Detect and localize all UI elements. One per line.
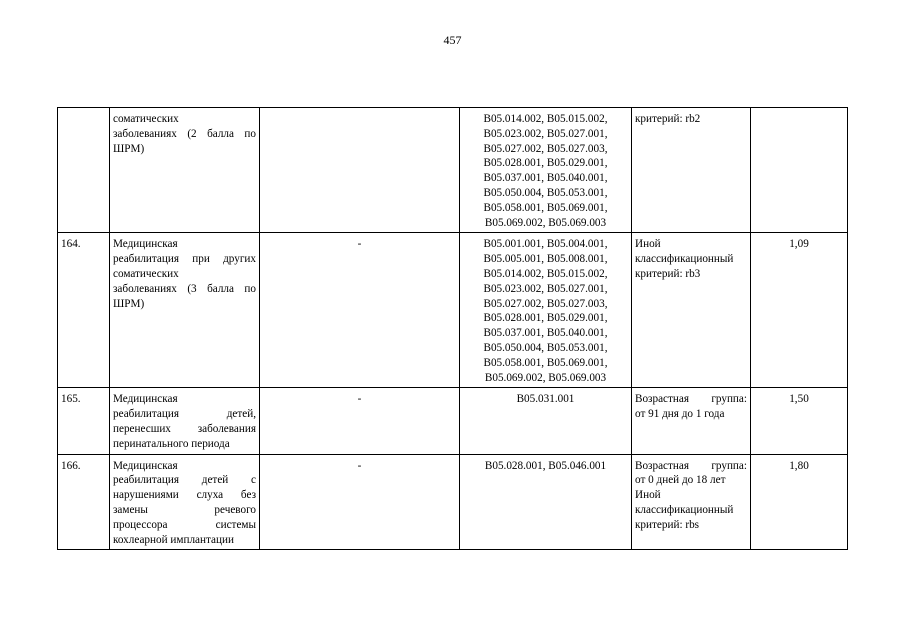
service-codes-line: B05.028.001, B05.029.001, <box>483 157 608 170</box>
tariff-table <box>57 107 848 550</box>
service-name-cell <box>110 388 260 454</box>
criteria-line: Иной <box>635 489 661 502</box>
service-name-line: процессора системы <box>113 518 256 531</box>
service-codes-line: B05.031.001 <box>516 393 575 406</box>
service-codes-line: B05.050.004, B05.053.001, <box>483 186 608 199</box>
service-name-line: нарушениями слуха без <box>113 489 256 502</box>
service-name-line: Медицинская <box>113 459 178 472</box>
service-codes-cell <box>460 454 632 550</box>
service-name-line: Медицинская <box>113 238 178 251</box>
criteria-line: критерий: rb3 <box>635 267 701 280</box>
code1-cell: - <box>260 233 460 388</box>
coefficient-cell: 1,09 <box>751 233 848 388</box>
criteria-line: классификационный <box>635 503 734 516</box>
service-codes-line: B05.028.001, B05.046.001 <box>484 459 607 472</box>
row-number: 164. <box>58 233 110 388</box>
criteria-cell <box>632 388 751 454</box>
service-codes-line: B05.037.001, B05.040.001, <box>483 327 608 340</box>
service-name-line: заболеваниях (2 балла по <box>113 127 256 140</box>
service-name-line: реабилитация детей с <box>113 474 256 487</box>
service-codes-line: B05.058.001, B05.069.001, <box>483 201 608 214</box>
criteria-cell <box>632 233 751 388</box>
page-number: 457 <box>443 33 462 47</box>
service-name-cell <box>110 454 260 550</box>
service-codes-line: B05.005.001, B05.008.001, <box>483 253 608 266</box>
service-codes-line: B05.001.001, B05.004.001, <box>483 238 608 251</box>
service-codes-line: B05.027.002, B05.027.003, <box>483 297 608 310</box>
coefficient-cell: 1,80 <box>751 454 848 550</box>
service-name-cell <box>110 233 260 388</box>
service-name-line: перинатального периода <box>113 437 230 450</box>
service-name-line: замены речевого <box>113 503 256 516</box>
service-codes-line: B05.037.001, B05.040.001, <box>483 172 608 185</box>
service-name-line: кохлеарной имплантации <box>113 533 234 546</box>
code1-cell: - <box>260 388 460 454</box>
criteria-line: критерий: rb2 <box>635 113 701 125</box>
row-number <box>58 108 110 233</box>
service-codes-line: B05.014.002, B05.015.002, <box>483 267 608 280</box>
code1-cell: - <box>260 454 460 550</box>
service-name-line: ШРМ) <box>113 142 145 155</box>
service-codes-line: B05.028.001, B05.029.001, <box>483 312 608 325</box>
criteria-line: Иной <box>635 238 661 251</box>
service-name-line: перенесших заболевания <box>113 422 256 435</box>
service-codes-line: B05.050.004, B05.053.001, <box>483 341 608 354</box>
service-name-line: реабилитация детей, <box>113 408 256 421</box>
table-row <box>58 108 848 233</box>
service-name-cell <box>110 108 260 233</box>
criteria-line: Возрастная группа: <box>635 393 747 406</box>
service-codes-line: B05.014.002, B05.015.002, <box>483 113 608 125</box>
row-number: 166. <box>58 454 110 550</box>
service-codes-line: B05.023.002, B05.027.001, <box>483 282 608 295</box>
service-codes-cell <box>460 388 632 454</box>
service-codes-line: B05.069.002, B05.069.003 <box>484 216 607 229</box>
service-codes-cell <box>460 233 632 388</box>
criteria-line: от 91 дня до 1 года <box>635 408 725 421</box>
service-codes-line: B05.069.002, B05.069.003 <box>484 371 607 384</box>
criteria-line: критерий: rbs <box>635 518 700 531</box>
service-codes-line: B05.027.002, B05.027.003, <box>483 142 608 155</box>
service-codes-cell <box>460 108 632 233</box>
criteria-line: от 0 дней до 18 лет <box>635 474 726 487</box>
table-row <box>58 388 848 454</box>
criteria-line: Возрастная группа: <box>635 459 747 472</box>
service-name-line: заболеваниях (3 балла по <box>113 282 256 295</box>
coefficient-cell <box>751 108 848 233</box>
service-name-line: реабилитация при других <box>113 253 256 266</box>
service-name-line: соматических <box>113 113 179 125</box>
coefficient-cell: 1,50 <box>751 388 848 454</box>
service-codes-line: B05.023.002, B05.027.001, <box>483 127 608 140</box>
row-number: 165. <box>58 388 110 454</box>
service-name-line: ШРМ) <box>113 297 145 310</box>
table-row <box>58 454 848 550</box>
service-name-line: соматических <box>113 267 179 280</box>
table-row <box>58 233 848 388</box>
criteria-cell <box>632 454 751 550</box>
criteria-line: классификационный <box>635 253 734 266</box>
code1-cell <box>260 108 460 233</box>
service-name-line: Медицинская <box>113 393 178 406</box>
criteria-cell <box>632 108 751 233</box>
service-codes-line: B05.058.001, B05.069.001, <box>483 356 608 369</box>
